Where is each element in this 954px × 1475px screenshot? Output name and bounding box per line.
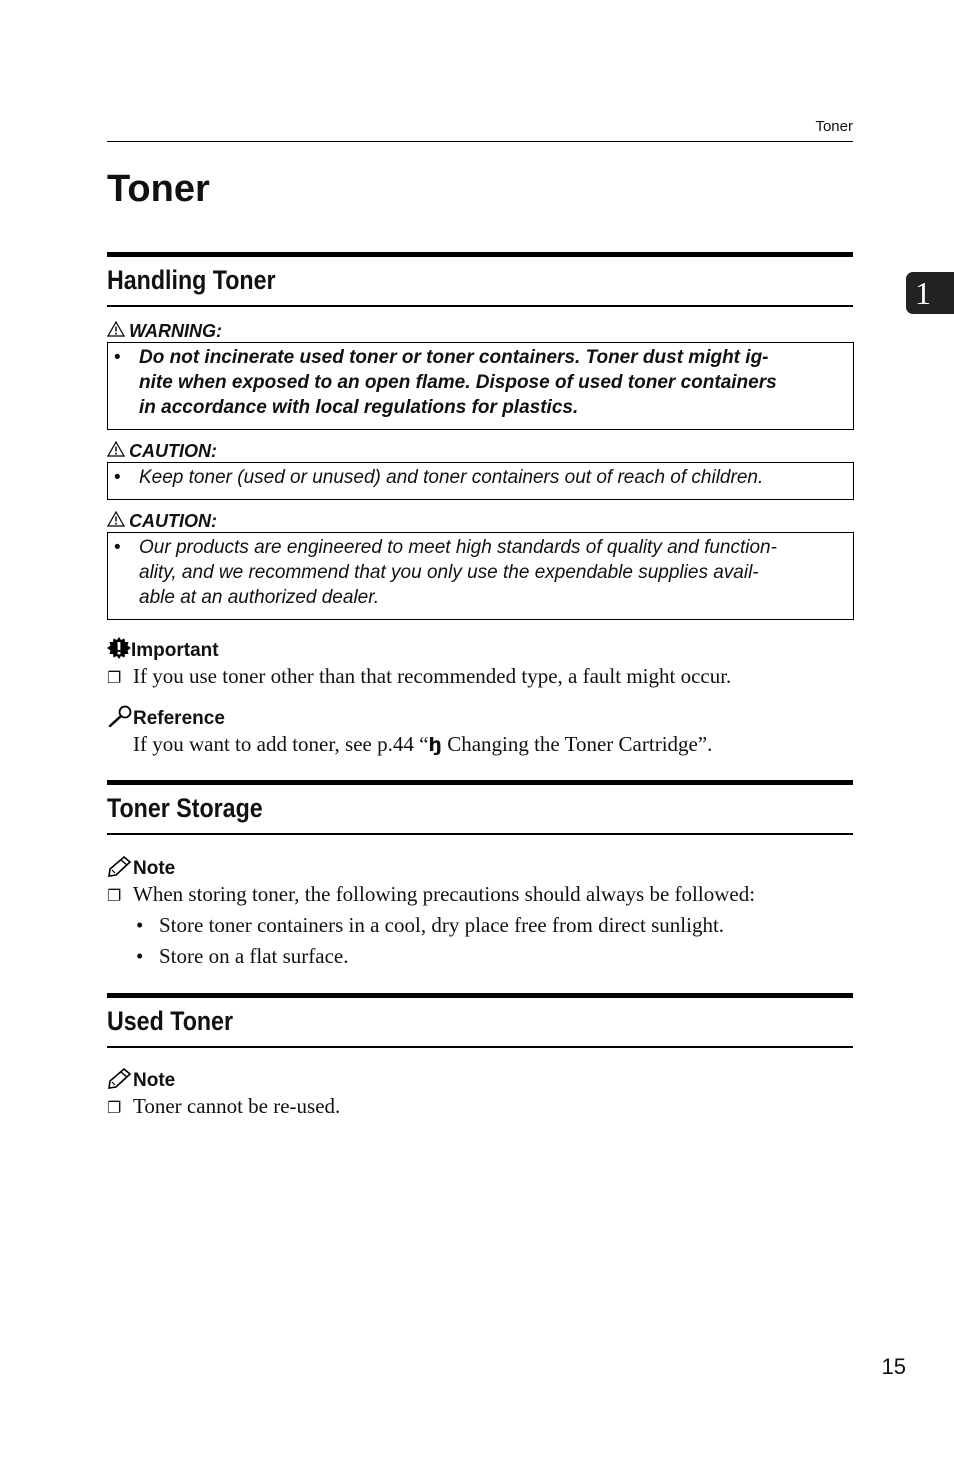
important-item: ❐ If you use toner other than that recommended type, a fault might occur.: [107, 663, 731, 691]
note-item: ❐ When storing toner, the following precautions should always be followed:: [107, 881, 755, 909]
important-badge-icon: [107, 637, 131, 665]
warning-triangle-icon: [107, 321, 125, 341]
page-title: Toner: [107, 168, 210, 210]
section-bar: [107, 780, 853, 785]
text-line: in accordance with local regulations for plastics.: [139, 397, 579, 418]
text-line: Our products are engineered to meet high standards of quality and function-: [139, 537, 777, 558]
bullet: •: [114, 467, 121, 488]
bullet: •: [114, 537, 121, 558]
warning-triangle-icon: [107, 511, 125, 531]
note-heading: Note: [107, 855, 175, 883]
running-head: Toner: [815, 118, 853, 135]
header-rule: [107, 141, 853, 142]
warning-triangle-icon: [107, 441, 125, 461]
text-line: Keep toner (used or unused) and toner containers out of reach of children.: [139, 467, 764, 488]
checkbox-icon: ❐: [107, 1098, 122, 1117]
key-symbol-icon: ꜧ: [428, 734, 442, 756]
caution-label: CAUTION:: [107, 511, 217, 531]
section-rule: [107, 833, 853, 835]
warning-box: [107, 342, 854, 430]
caution-text: [139, 535, 847, 610]
text-line: Do not incinerate used toner or toner containers. Toner dust might ig-: [139, 347, 769, 368]
section-rule: [107, 305, 853, 307]
bullet: •: [114, 347, 121, 368]
section-bar: [107, 252, 853, 257]
section-title-handling: Handling Toner: [107, 265, 276, 295]
caution-box: [107, 462, 854, 500]
note-item: ❐ Toner cannot be re-used.: [107, 1093, 340, 1121]
section-rule: [107, 1046, 853, 1048]
section-title-storage: Toner Storage: [107, 793, 263, 823]
reference-link[interactable]: Changing the Toner Cartridge”.: [441, 732, 713, 756]
magnifier-icon: [107, 705, 133, 733]
checkbox-icon: ❐: [107, 886, 122, 905]
reference-heading: Reference: [107, 705, 225, 733]
text-line: able at an authorized dealer.: [139, 587, 380, 608]
page-number: 15: [881, 1354, 906, 1379]
caution-text: [139, 465, 847, 490]
checkbox-icon: ❐: [107, 668, 122, 687]
section-bar: [107, 993, 853, 998]
list-item: • Store toner containers in a cool, dry place free from direct sunlight.: [136, 913, 725, 937]
caution-label: CAUTION:: [107, 441, 217, 461]
note-heading: Note: [107, 1067, 175, 1095]
warning-label: WARNING:: [107, 321, 222, 341]
section-title-used: Used Toner: [107, 1006, 234, 1036]
important-heading: Important: [107, 637, 219, 665]
reference-text: If you want to add toner, see p.44 “ꜧ Changing the Toner Cartridge”.: [133, 732, 713, 756]
chapter-tab: 1: [906, 272, 954, 314]
pencil-icon: [107, 855, 133, 883]
warning-text: [139, 345, 847, 420]
caution-box: [107, 532, 854, 620]
pencil-icon: [107, 1067, 133, 1095]
text-line: nite when exposed to an open flame. Dispose of used toner containers: [139, 372, 777, 393]
text-line: ality, and we recommend that you only use the expendable supplies avail-: [139, 562, 759, 583]
list-item: • Store on a flat surface.: [136, 944, 349, 968]
